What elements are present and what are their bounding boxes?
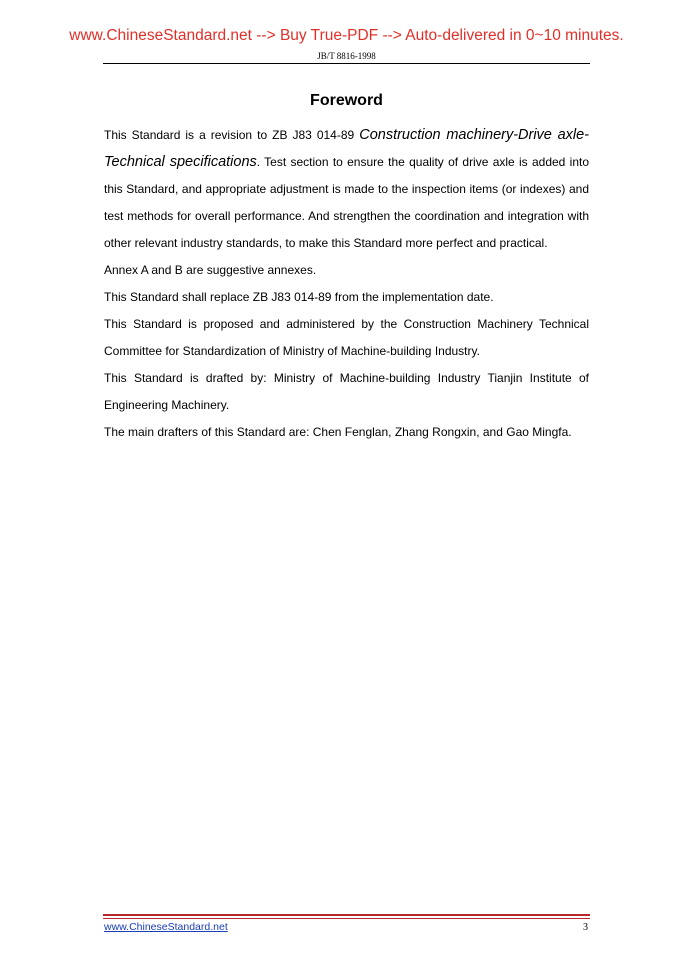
footer-divider-thin	[103, 918, 590, 919]
paragraph-drafting-unit: This Standard is drafted by: Ministry of Machine-building Industry Tianjin Institute of Engineering Machinery.	[104, 371, 589, 412]
page-title: Foreword	[310, 92, 383, 109]
promo-banner[interactable]: www.ChineseStandard.net --> Buy True-PDF --> Auto-delivered in 0~10 minutes.	[69, 27, 624, 44]
foreword-body	[104, 122, 589, 446]
paragraph-revision-rest: . Test section to ensure the quality of drive axle is added into this Standard, and appropriate adjustment is made to the inspection items (or indexes) and test methods for overall performance. And strengthen the coordination and integration with other relevant industry standards, to make this Standard more perfect and practical.	[104, 155, 589, 250]
referenced-standard-title: Construction machinery-Drive axle-Technical specifications	[104, 127, 590, 170]
paragraph-revision-intro: This Standard is a revision to ZB J83 014-89	[104, 128, 360, 142]
header-divider	[103, 63, 590, 64]
standard-code: JB/T 8816-1998	[317, 51, 376, 61]
footer-divider-thick	[103, 914, 590, 916]
paragraph-annexes: Annex A and B are suggestive annexes.	[104, 263, 317, 277]
paragraph-revision	[104, 122, 589, 257]
paragraph-drafters: The main drafters of this Standard are: Chen Fenglan, Zhang Rongxin, and Gao Mingfa.	[104, 425, 572, 439]
footer-website-link[interactable]: www.ChineseStandard.net	[104, 921, 228, 933]
page-number: 3	[583, 922, 588, 933]
paragraph-replacement: This Standard shall replace ZB J83 014-89 from the implementation date.	[104, 290, 494, 304]
paragraph-administration: This Standard is proposed and administered by the Construction Machinery Technical Committee for Standardization of Ministry of Machine-building Industry.	[104, 317, 589, 358]
